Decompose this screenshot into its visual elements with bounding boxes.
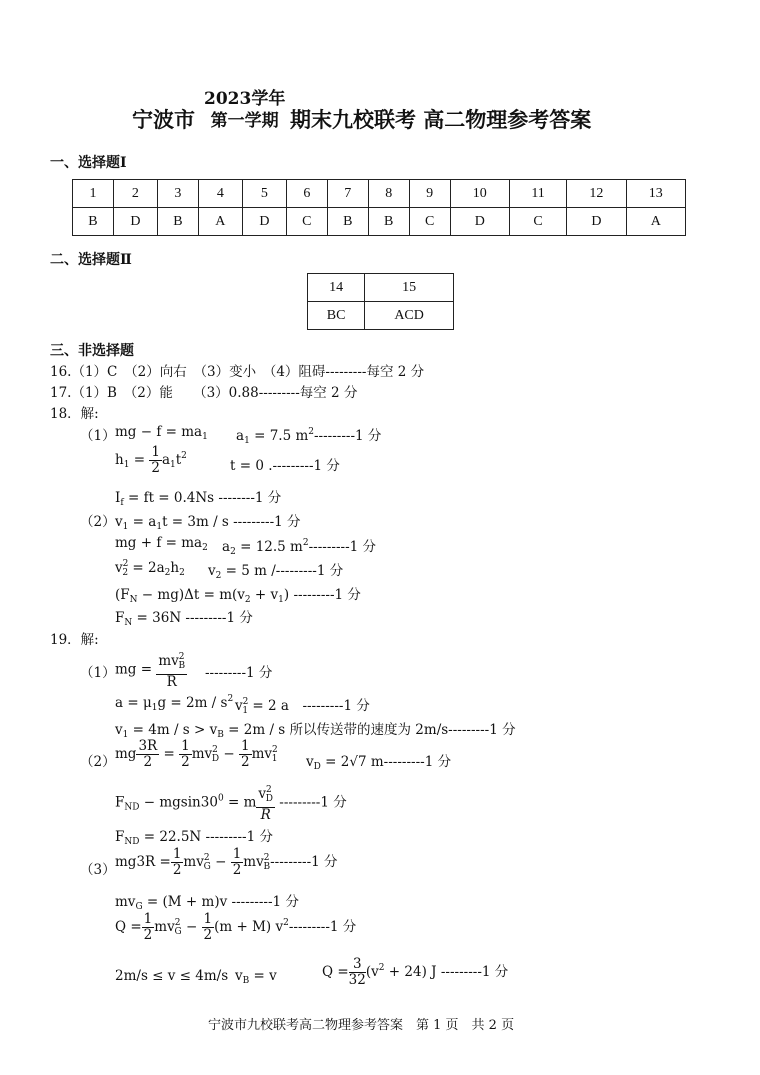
eq-sub: f	[120, 498, 124, 508]
frac-den: R	[260, 807, 271, 823]
eq-text: a	[236, 428, 245, 444]
eq-text: −	[215, 854, 227, 870]
answer-cell: B	[73, 208, 114, 236]
eq-text: mv	[191, 746, 213, 762]
question-number-cell: 9	[409, 180, 450, 208]
answer-cell: A	[626, 208, 685, 236]
eq-text: g = 2m / s	[157, 695, 228, 711]
eq-text: = 5 m /	[221, 563, 276, 579]
eq-sup: 2	[266, 785, 272, 795]
frac-num: 3R	[138, 738, 158, 754]
answer-cell: B	[157, 208, 198, 236]
eq-text: − mgsin30	[139, 794, 218, 811]
q19-eq4	[115, 739, 278, 770]
eq-text: t	[175, 452, 182, 468]
eq-sub: 1	[242, 706, 249, 716]
q18-eq5b	[222, 535, 376, 557]
eq-sup: 2	[242, 697, 249, 707]
table1-number-row	[73, 180, 686, 208]
answer-cell: D	[242, 208, 286, 236]
eq-sub: 1	[244, 436, 250, 446]
eq-sub: B	[217, 730, 224, 740]
question-number-cell: 3	[157, 180, 198, 208]
eq-text: (m + M) v	[214, 919, 284, 935]
eq-sub: B	[263, 862, 271, 872]
eq-text: v	[115, 560, 123, 576]
question-number-cell: 15	[365, 274, 454, 302]
eq-sub: G	[174, 927, 182, 937]
eq-text: mv	[154, 919, 175, 935]
q19-eq3	[115, 718, 516, 740]
fraction	[349, 957, 366, 988]
frac-den: 2	[143, 927, 153, 943]
eq-sup: 2	[308, 427, 314, 437]
choice-table-2	[307, 273, 454, 330]
eq-sup: 2	[378, 963, 385, 973]
section3-heading: 三、非选择题	[50, 343, 134, 359]
question-number-cell: 2	[113, 180, 157, 208]
eq-text: = 2√7 m	[320, 754, 384, 770]
q18-eq1	[115, 424, 208, 442]
table1-answer-row	[73, 208, 686, 236]
eq-sub: 1	[202, 432, 208, 442]
q19-eq6	[115, 825, 273, 847]
question-number-cell: 10	[450, 180, 509, 208]
fraction	[202, 912, 215, 943]
eq-text: = 2 a	[248, 698, 289, 714]
frac-den: 2	[172, 862, 182, 878]
frac-num: 1	[151, 444, 160, 460]
q19-eq4b	[306, 750, 451, 772]
frac-num: 1	[241, 738, 250, 754]
eq-score: ---------1 分	[279, 794, 347, 811]
frac-num: 1	[181, 738, 190, 754]
question-number-cell: 4	[198, 180, 242, 208]
eq-sub: D	[211, 754, 220, 764]
q18-eq7	[115, 583, 361, 605]
answer-cell: C	[509, 208, 566, 236]
fraction	[171, 847, 184, 878]
section2-heading: 二、选择题Ⅱ	[50, 252, 132, 268]
question-number-cell: 5	[242, 180, 286, 208]
eq-text: F	[115, 610, 125, 626]
question-number-cell: 7	[327, 180, 368, 208]
eq-text: h	[115, 452, 124, 468]
q19-eq5	[115, 783, 347, 823]
answer-cell: BC	[308, 302, 365, 330]
q18-label: 18．解:	[50, 406, 99, 422]
frac-den: 2	[151, 460, 160, 476]
eq-sup: 2	[272, 745, 278, 755]
fraction	[136, 739, 159, 770]
table2-answer-row	[308, 302, 454, 330]
eq-text: = m	[223, 794, 257, 811]
eq-sub: 1	[123, 460, 130, 470]
eq-text: = a	[128, 514, 157, 530]
fraction	[142, 912, 155, 943]
eq-sub: 1	[122, 522, 129, 532]
eq-text: t = 3m / s ---------1 分	[162, 514, 301, 530]
q18-eq8	[115, 606, 253, 628]
eq-sub: 1	[122, 730, 129, 740]
eq-score: ---------1 分	[302, 698, 370, 714]
q18-eq4	[115, 510, 301, 532]
eq-score: ---------1 分	[272, 458, 340, 474]
question-number-cell: 1	[73, 180, 114, 208]
eq-sub: D	[313, 762, 321, 772]
eq-text: = 12.5 m	[235, 539, 303, 555]
q19-part2-label: （2）	[80, 754, 116, 770]
eq-sup: 2	[174, 918, 181, 928]
eq-score: ---------1 分	[383, 754, 452, 770]
eq-text: F	[115, 794, 125, 811]
choice-table-1	[72, 179, 686, 236]
eq-text: Q =	[322, 964, 349, 980]
eq-text: v	[235, 968, 243, 984]
eq-sup: 2	[227, 694, 234, 704]
frac-den: 2	[241, 754, 250, 770]
question-number-cell: 13	[626, 180, 685, 208]
answer-cell: B	[368, 208, 409, 236]
q16-answer: 16.（1）C （2）向右 （3）变小 （4）阻碍---------每空 2 分	[50, 364, 425, 380]
question-number-cell: 8	[368, 180, 409, 208]
eq-text: mv	[251, 746, 273, 762]
eq-text: (v	[365, 964, 379, 980]
q19-label: 19．解:	[50, 632, 99, 648]
eq-sub: 1	[151, 703, 158, 713]
eq-text: Q =	[115, 919, 142, 935]
title-semester: 第一学期	[210, 111, 279, 131]
eq-text: mg + f = ma	[115, 535, 203, 551]
eq-text: −	[223, 746, 235, 762]
frac-den: 2	[232, 862, 242, 878]
answer-cell: D	[567, 208, 626, 236]
frac-den: R	[166, 674, 177, 690]
eq-text: −	[185, 919, 198, 935]
eq-text: = 22.5N ---------1 分	[139, 829, 273, 845]
fraction	[156, 650, 187, 690]
eq-text: = (M + m)v ---------1 分	[142, 894, 299, 910]
eq-text: v	[208, 563, 216, 579]
frac-num	[256, 783, 275, 808]
question-number-cell: 14	[308, 274, 365, 302]
q18-eq2: $h_1$ = $\frac{1}{2}$ $a_1t^2$	[115, 444, 187, 476]
eq-sub: 2	[164, 568, 171, 578]
frac-num: 1	[203, 911, 213, 927]
eq-text: v	[258, 786, 267, 802]
table2-number-row	[308, 274, 454, 302]
q19-eq1-score: ---------1 分	[205, 665, 273, 681]
eq-text: v	[235, 698, 243, 714]
eq-text: mv	[115, 894, 136, 910]
eq-text: h	[170, 560, 180, 576]
q19-eq7	[115, 847, 338, 878]
eq-text: + v	[250, 587, 279, 603]
eq-sub: 2	[202, 543, 208, 553]
frac-num: 1	[172, 846, 182, 862]
section1-heading: 一、选择题Ⅰ	[50, 155, 127, 171]
eq-text: mg − f = ma	[115, 424, 203, 440]
frac-num	[156, 650, 187, 675]
eq-sub: G	[203, 862, 211, 872]
eq-text: t = 0 .	[230, 458, 273, 474]
q19-part3-label: （3）	[80, 862, 116, 878]
frac-num: 1	[143, 911, 153, 927]
eq-sub: 2	[215, 571, 222, 581]
eq-sup: 2	[122, 559, 129, 569]
q19-eq10a: 2m/s ≤ v ≤ 4m/s	[115, 968, 229, 984]
fraction	[256, 783, 275, 823]
q18-eq3	[115, 486, 281, 508]
frac-den: 2	[181, 754, 190, 770]
eq-score: ---------1 分	[308, 539, 377, 555]
eq-text: = 36N ---------1 分	[132, 610, 253, 626]
eq-sub: 1	[278, 595, 284, 605]
eq-sub: 1	[271, 754, 278, 764]
eq-sub: 2	[179, 568, 185, 578]
question-number-cell: 11	[509, 180, 566, 208]
eq-text: mg	[115, 746, 137, 762]
eq-text: = 2a	[128, 560, 165, 576]
eq-text: a	[222, 539, 231, 555]
page-footer: 宁波市九校联考高二物理参考答案 第 1 页 共 2 页	[208, 1018, 515, 1033]
frac-num: 3	[349, 957, 366, 973]
eq-text: = ft = 0.4Ns --------1 分	[123, 490, 282, 506]
eq-text: = 4m / s > v	[128, 722, 218, 738]
q19-eq9	[115, 912, 356, 943]
eq-sup: 2	[302, 538, 309, 548]
title-rest: 期末九校联考 高二物理参考答案	[290, 107, 592, 132]
eq-sub: 2	[230, 547, 236, 557]
eq-text: a = μ	[115, 695, 152, 711]
eq-text: =	[163, 746, 175, 762]
eq-sub: G	[135, 902, 143, 912]
eq-score: ---------1 分	[314, 428, 382, 444]
eq-text: mv	[243, 854, 264, 870]
q18-eq5	[115, 535, 208, 553]
eq-text: v	[115, 514, 123, 530]
eq-text: ) ---------1 分	[283, 587, 361, 603]
q19-eq10c	[322, 957, 508, 988]
frac-den: 32	[348, 972, 366, 988]
eq-sub: B	[178, 661, 186, 671]
q19-eq2	[115, 694, 233, 713]
eq-sub: N	[124, 618, 133, 628]
eq-text: (F	[115, 587, 130, 603]
eq-sub: ND	[124, 802, 140, 813]
title-year: 2023学年	[204, 89, 286, 109]
eq-sup: 2	[263, 853, 270, 863]
eq-text: v	[115, 722, 123, 738]
eq-text: F	[115, 829, 125, 845]
eq-sup: 0	[217, 793, 224, 804]
frac-den: 2	[203, 927, 213, 943]
eq-text: a	[161, 452, 170, 468]
fraction	[239, 739, 252, 770]
q19-eq8	[115, 890, 299, 912]
q18-eq2b	[230, 454, 340, 474]
answer-cell: C	[409, 208, 450, 236]
eq-sup: 2	[283, 918, 289, 928]
eq-score: ---------1 分	[288, 919, 357, 935]
answer-cell: B	[327, 208, 368, 236]
q18-part1-label: （1）	[80, 428, 116, 444]
eq-sup: 2	[212, 745, 218, 755]
eq-text: + 24) J ---------1 分	[384, 964, 509, 980]
q18-eq6	[115, 559, 185, 578]
eq-text: = 2m / s 所以传送带的速度为 2m/s---------1 分	[223, 722, 516, 738]
eq-sup: 2	[178, 652, 185, 662]
fraction	[179, 739, 192, 770]
question-number-cell: 6	[286, 180, 327, 208]
eq-sub: D	[265, 794, 273, 804]
eq-sub: 1	[156, 522, 163, 532]
title-term	[204, 88, 285, 132]
eq-sub: B	[242, 976, 250, 986]
eq-text: v	[306, 754, 314, 770]
answer-cell: C	[286, 208, 327, 236]
q18-eq1b	[236, 424, 381, 446]
question-number-cell: 12	[567, 180, 626, 208]
eq-text: mv	[183, 854, 204, 870]
eq-sub: ND	[124, 837, 140, 847]
answer-cell: D	[113, 208, 157, 236]
eq-text: = 7.5 m	[249, 428, 309, 444]
answer-cell: D	[450, 208, 509, 236]
eq-sup: 2	[203, 853, 210, 863]
q19-eq2b	[235, 694, 370, 716]
eq-text: mv	[158, 653, 179, 669]
eq-sub: N	[129, 595, 138, 605]
frac-num: 1	[232, 846, 242, 862]
q18-part2-label: （2）	[80, 514, 116, 530]
eq-sup: 2	[181, 451, 187, 461]
q18-eq6b	[208, 559, 343, 581]
q17-answer: 17.（1）B （2）能 （3）0.88---------每空 2 分	[50, 385, 358, 401]
eq-score: ---------1 分	[275, 563, 344, 579]
q19-part1-label: （1）	[80, 665, 116, 681]
fraction	[149, 445, 162, 476]
fraction	[231, 847, 244, 878]
q19-eq10b	[235, 968, 277, 986]
title-city: 宁波市	[132, 107, 195, 132]
eq-text: mg3R =	[115, 854, 171, 870]
eq-text: = v	[249, 968, 277, 984]
frac-den: 2	[143, 754, 153, 770]
eq-sub: 1	[170, 460, 176, 470]
eq-text: I	[115, 490, 121, 506]
eq-sub: 2	[122, 568, 129, 578]
answer-cell: ACD	[365, 302, 454, 330]
q19-eq1	[115, 650, 187, 690]
answer-cell: A	[198, 208, 242, 236]
eq-text: mg =	[115, 661, 153, 678]
eq-text: − mg)Δt = m(v	[137, 587, 245, 603]
eq-sub: 2	[244, 595, 251, 605]
eq-score: ---------1 分	[270, 854, 338, 870]
